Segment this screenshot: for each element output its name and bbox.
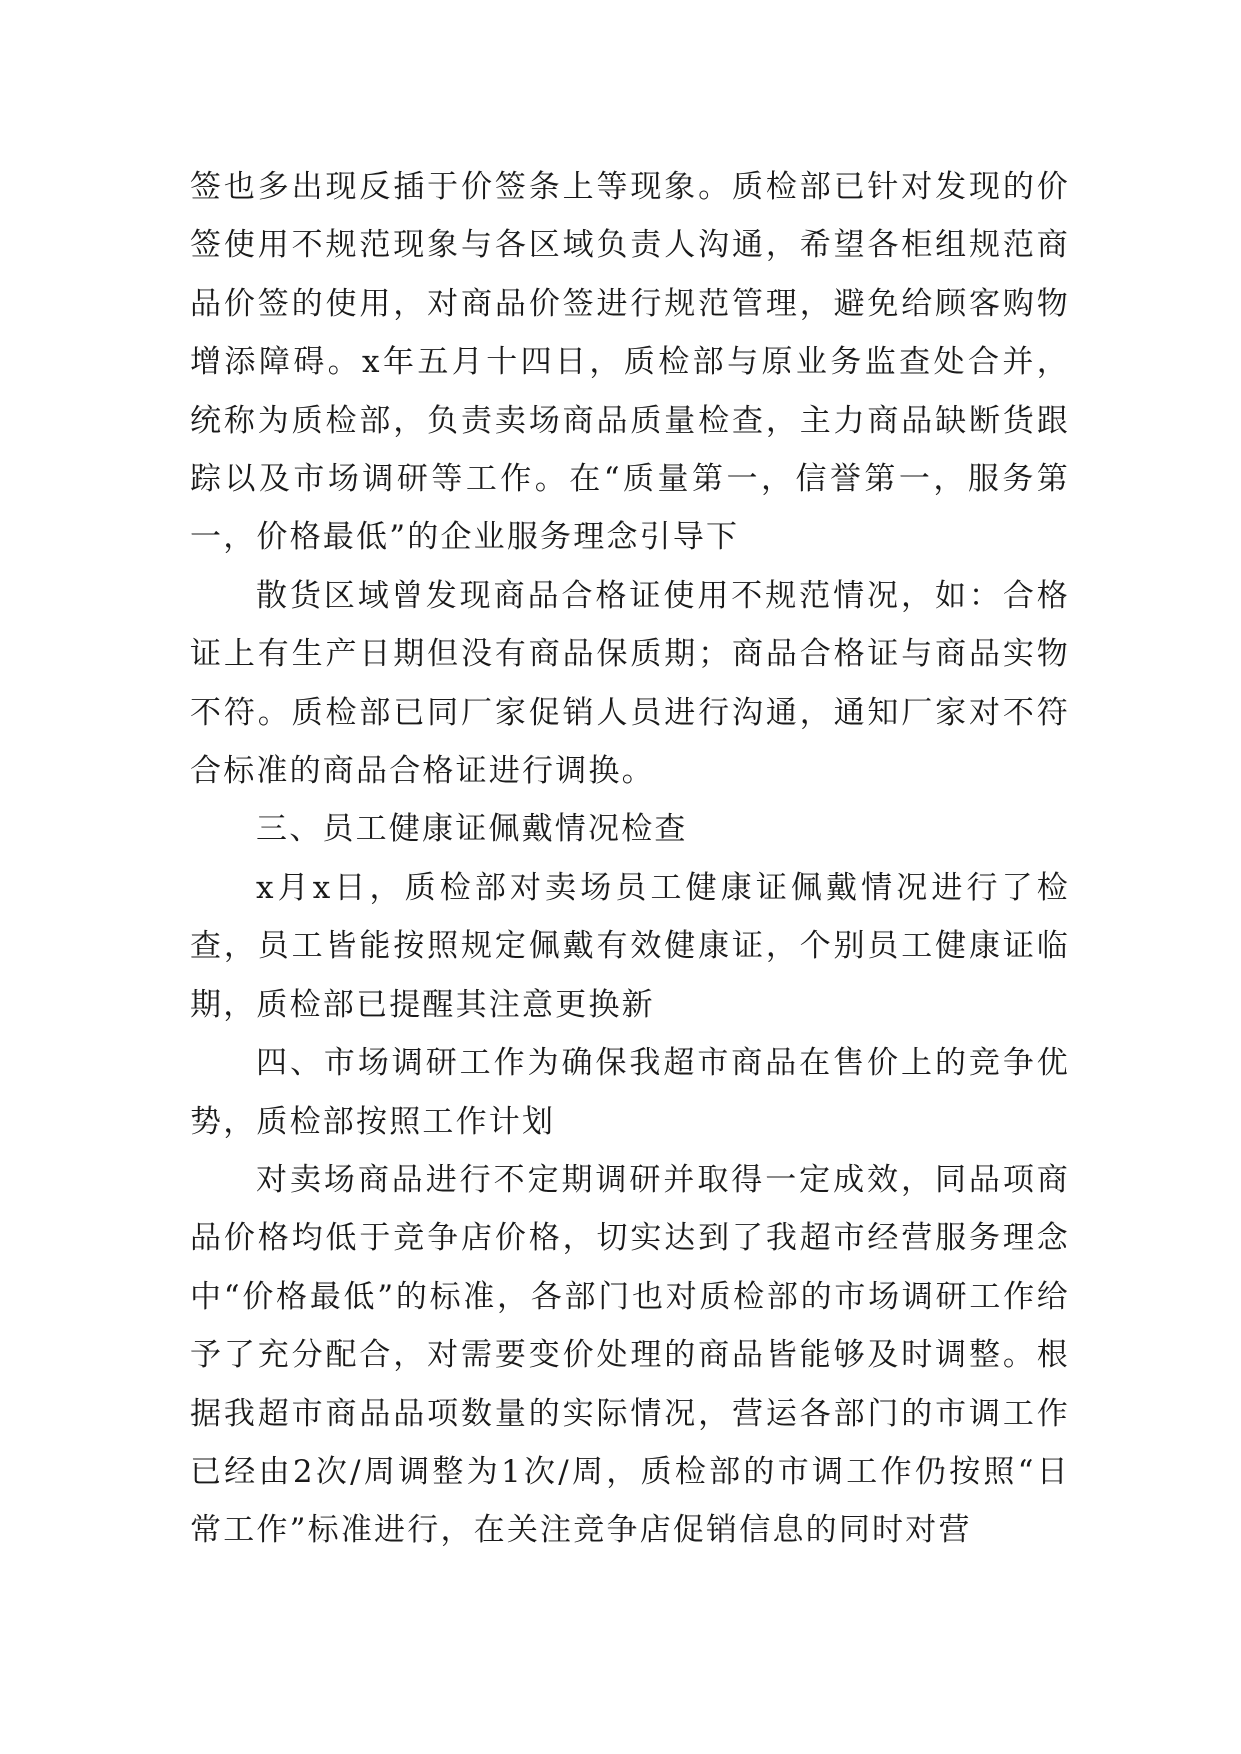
- paragraph-price-tags: 签也多出现反插于价签条上等现象。质检部已针对发现的价签使用不规范现象与各区域负责人沟通，希望各柜组规范商品价签的使用，对商品价签进行规范管理，避免给顾客购物增添障碍。x年五月十四日，质检部与原业务监查处合并，统称为质检部，负责卖场商品质量检查，主力商品缺断货跟踪以及市场调研等工作。在“质量第一，信誉第一，服务第一，价格最低”的企业服务理念引导下: [190, 169, 1070, 556]
- document-page: [190, 158, 1070, 1560]
- paragraph-health-certificates: x月x日，质检部对卖场员工健康证佩戴情况进行了检查，员工皆能按照规定佩戴有效健康证，个别员工健康证临期，质检部已提醒其注意更换新: [190, 869, 1070, 1023]
- section-heading-market-research: 四、市场调研工作为确保我超市商品在售价上的竞争优势，质检部按照工作计划: [190, 1045, 1070, 1140]
- section-heading-health-certificates: 三、员工健康证佩戴情况检查: [256, 811, 688, 848]
- paragraph-market-research: 对卖场商品进行不定期调研并取得一定成效，同品项商品价格均低于竞争店价格，切实达到了我超市经营服务理念中“价格最低”的标准，各部门也对质检部的市场调研工作给予了充分配合，对需要变价处理的商品皆能够及时调整。根据我超市商品品项数量的实际情况，营运各部门的市调工作已经由2次/周调整为1次/周，质检部的市调工作仍按照“日常工作”标准进行，在关注竞争店促销信息的同时对营: [190, 1161, 1070, 1549]
- paragraph-certificates: 散货区域曾发现商品合格证使用不规范情况，如：合格证上有生产日期但没有商品保质期；商品合格证与商品实物不符。质检部已同厂家促销人员进行沟通，通知厂家对不符合标准的商品合格证进行调换。: [190, 577, 1070, 790]
